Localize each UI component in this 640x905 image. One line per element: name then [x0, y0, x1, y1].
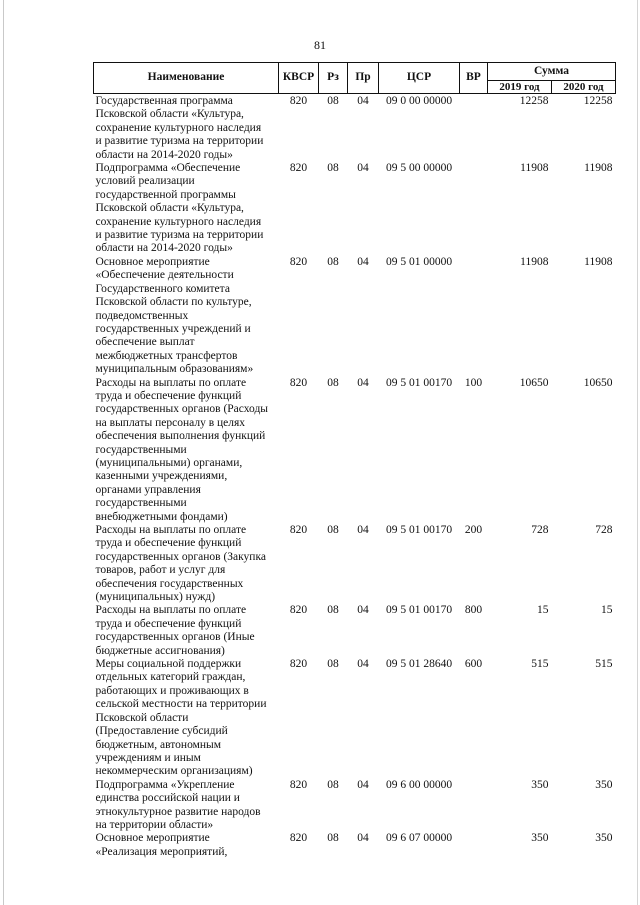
row-name	[94, 658, 279, 779]
row-name-line: работающих и проживающих в	[95, 684, 249, 697]
row-name-line: обеспечение выплат	[95, 336, 195, 349]
row-name-line: Расходы на выплаты по оплате	[95, 604, 247, 617]
row-rz: 08	[327, 778, 339, 791]
row-name-line: учреждениям и иным	[95, 751, 201, 764]
row-vr	[460, 162, 488, 256]
row-kvsr: 820	[289, 376, 308, 389]
row-vr	[460, 256, 488, 377]
header-sum: Сумма	[488, 63, 616, 81]
row-csr: 09 5 01 00170	[385, 604, 453, 617]
header-vr: ВР	[460, 63, 488, 94]
row-name	[94, 377, 279, 524]
row-pr: 04	[357, 658, 369, 671]
row-name-line: (муниципальными) органами,	[95, 456, 243, 469]
row-sum-2019: 15	[537, 604, 549, 617]
row-name-line: условий реализации	[95, 175, 195, 188]
budget-table	[93, 62, 616, 859]
row-vr: 100	[464, 376, 483, 389]
row-name	[94, 162, 279, 256]
row-kvsr: 820	[289, 604, 308, 617]
row-name-line: государственными	[95, 497, 187, 510]
row-name	[94, 832, 279, 859]
row-name-line: области на 2014-2020 годы»	[95, 148, 233, 161]
row-csr: 09 5 01 00170	[385, 524, 453, 536]
header-csr: ЦСР	[379, 63, 460, 94]
table-header	[94, 63, 616, 94]
page-number: 81	[314, 38, 326, 52]
row-pr: 04	[357, 604, 369, 617]
row-name-line: государственных учреждений и	[95, 322, 251, 335]
row-name-line: области на 2014-2020 годы»	[95, 242, 233, 255]
row-name-line: Псковской области «Культура,	[95, 202, 244, 215]
row-pr: 04	[357, 778, 369, 791]
row-name-line: и развитие туризма на территории	[95, 135, 264, 148]
scan-edge-left	[3, 0, 4, 905]
row-name-line: Псковской области	[95, 711, 189, 724]
row-name-line: обеспечения выполнения функций	[95, 430, 266, 443]
row-name-line: государственными	[95, 443, 187, 456]
row-name-line: труда и обеспечение функций	[95, 389, 242, 402]
row-csr: 09 5 01 28640	[385, 658, 453, 671]
row-pr: 04	[357, 162, 369, 175]
row-sum-2020: 11908	[584, 255, 613, 268]
row-name-line: Основное мероприятие	[95, 255, 210, 268]
row-name-line: и развитие туризма на территории	[95, 229, 264, 242]
row-name-line: государственных органов (Расходы	[95, 403, 269, 416]
row-sum-2020: 15	[601, 604, 613, 617]
row-kvsr: 820	[289, 658, 308, 671]
row-kvsr: 820	[289, 524, 308, 536]
table-row	[94, 779, 616, 833]
row-name-line: Государственная программа	[95, 95, 233, 107]
row-pr: 04	[357, 255, 369, 268]
row-name-line: межбюджетных трансфертов	[95, 349, 238, 362]
table-row	[94, 832, 616, 859]
row-name	[94, 779, 279, 833]
row-rz: 08	[327, 255, 339, 268]
row-name-line: внебюджетными фондами)	[95, 510, 228, 523]
row-rz: 08	[327, 832, 339, 845]
row-kvsr: 820	[289, 95, 308, 107]
row-sum-2019: 12258	[519, 95, 549, 107]
row-pr: 04	[357, 832, 369, 845]
header-kvsr: КВСР	[279, 63, 319, 94]
row-name-line: казенными учреждениями,	[95, 470, 228, 483]
row-name-line: этнокультурное развитие народов	[95, 805, 261, 818]
row-sum-2020: 10650	[583, 376, 613, 389]
row-name-line: на выплаты персоналу в целях	[95, 416, 246, 429]
row-name	[94, 94, 279, 163]
row-rz: 08	[327, 658, 339, 671]
row-name-line: бюджетным, автономным	[95, 738, 222, 751]
table-row	[94, 162, 616, 256]
row-name-line: Меры социальной поддержки	[95, 658, 242, 671]
row-csr: 09 5 01 00000	[385, 255, 453, 268]
row-name-line: «Реализация мероприятий,	[95, 845, 228, 858]
row-vr	[460, 779, 488, 833]
table-row	[94, 377, 616, 524]
table-row	[94, 604, 616, 658]
row-name-line: Основное мероприятие	[95, 832, 210, 845]
header-pr: Пр	[348, 63, 379, 94]
row-name-line: муниципальным образованиям»	[95, 363, 254, 376]
row-vr: 600	[464, 658, 483, 671]
row-rz: 08	[327, 524, 339, 536]
header-year-2020: 2020 год	[552, 81, 616, 94]
row-kvsr: 820	[289, 162, 308, 175]
row-sum-2020: 728	[595, 524, 613, 536]
row-name-line: труда и обеспечение функций	[95, 537, 242, 550]
row-vr	[460, 94, 488, 163]
table-row	[94, 524, 616, 604]
table-row	[94, 94, 616, 163]
row-name-line: сохранение культурного наследия	[95, 121, 262, 134]
row-csr: 09 5 01 00170	[385, 376, 453, 389]
row-kvsr: 820	[289, 255, 308, 268]
row-name-line: государственных органов (Закупка	[95, 550, 266, 563]
row-name-line: обеспечения государственных	[95, 577, 244, 590]
row-name-line: сельской местности на территории	[95, 698, 267, 711]
row-name-line: подведомственных	[95, 309, 189, 322]
row-sum-2019: 728	[531, 524, 549, 536]
row-name-line: бюджетные ассигнования)	[95, 644, 225, 657]
row-sum-2019: 350	[531, 778, 549, 791]
row-name-line: Псковской области «Культура,	[95, 108, 244, 121]
row-sum-2019: 11908	[520, 162, 549, 175]
row-sum-2020: 350	[595, 778, 613, 791]
row-rz: 08	[327, 162, 339, 175]
row-sum-2019: 10650	[519, 376, 549, 389]
row-sum-2020: 11908	[584, 162, 613, 175]
row-name-line: единства российской нации и	[95, 792, 240, 805]
table-row	[94, 658, 616, 779]
row-vr: 200	[464, 524, 483, 536]
row-name-line: Подпрограмма «Укрепление	[95, 778, 235, 791]
row-csr: 09 0 00 00000	[385, 95, 453, 107]
row-name-line: труда и обеспечение функций	[95, 617, 242, 630]
row-sum-2019: 515	[531, 658, 549, 671]
row-sum-2020: 350	[595, 832, 613, 845]
row-pr: 04	[357, 376, 369, 389]
row-name-line: (Предоставление субсидий	[95, 725, 228, 738]
row-csr: 09 6 00 00000	[385, 778, 453, 791]
row-kvsr: 820	[289, 832, 308, 845]
row-name-line: «Обеспечение деятельности	[95, 269, 234, 282]
row-name-line: товаров, работ и услуг для	[95, 564, 226, 577]
row-name-line: Подпрограмма «Обеспечение	[95, 162, 241, 175]
row-csr: 09 6 07 00000	[385, 832, 453, 845]
table-row	[94, 256, 616, 377]
row-name-line: Государственного комитета	[95, 282, 230, 295]
row-sum-2020: 515	[595, 658, 613, 671]
scan-edge-right	[637, 0, 638, 905]
row-sum-2020: 12258	[583, 95, 613, 107]
row-name-line: государственной программы	[95, 188, 236, 201]
row-name-line: государственных органов (Иные	[95, 631, 255, 644]
row-name-line: (муниципальных) нужд)	[95, 591, 216, 604]
row-name-line: на территории области»	[95, 818, 214, 831]
row-name-line: органами управления	[95, 483, 201, 496]
row-rz: 08	[327, 604, 339, 617]
row-rz: 08	[327, 95, 339, 107]
row-sum-2019: 350	[531, 832, 549, 845]
row-vr: 800	[464, 604, 483, 617]
header-name: Наименование	[94, 63, 279, 94]
row-name-line: отдельных категорий граждан,	[95, 671, 246, 684]
table-body	[94, 94, 616, 860]
header-rz: Рз	[319, 63, 348, 94]
row-name-line: Псковской области по культуре,	[95, 296, 252, 309]
row-rz: 08	[327, 376, 339, 389]
row-name-line: некоммерческим организациям)	[95, 765, 253, 778]
row-name-line: Расходы на выплаты по оплате	[95, 524, 247, 536]
row-kvsr: 820	[289, 778, 308, 791]
row-name	[94, 524, 279, 604]
row-name	[94, 604, 279, 658]
row-csr: 09 5 00 00000	[385, 162, 453, 175]
row-name-line: сохранение культурного наследия	[95, 215, 262, 228]
row-pr: 04	[357, 524, 369, 536]
row-sum-2019: 11908	[520, 255, 549, 268]
row-pr: 04	[357, 95, 369, 107]
header-year-2019: 2019 год	[488, 81, 552, 94]
row-name	[94, 256, 279, 377]
row-vr	[460, 832, 488, 859]
row-name-line: Расходы на выплаты по оплате	[95, 376, 247, 389]
